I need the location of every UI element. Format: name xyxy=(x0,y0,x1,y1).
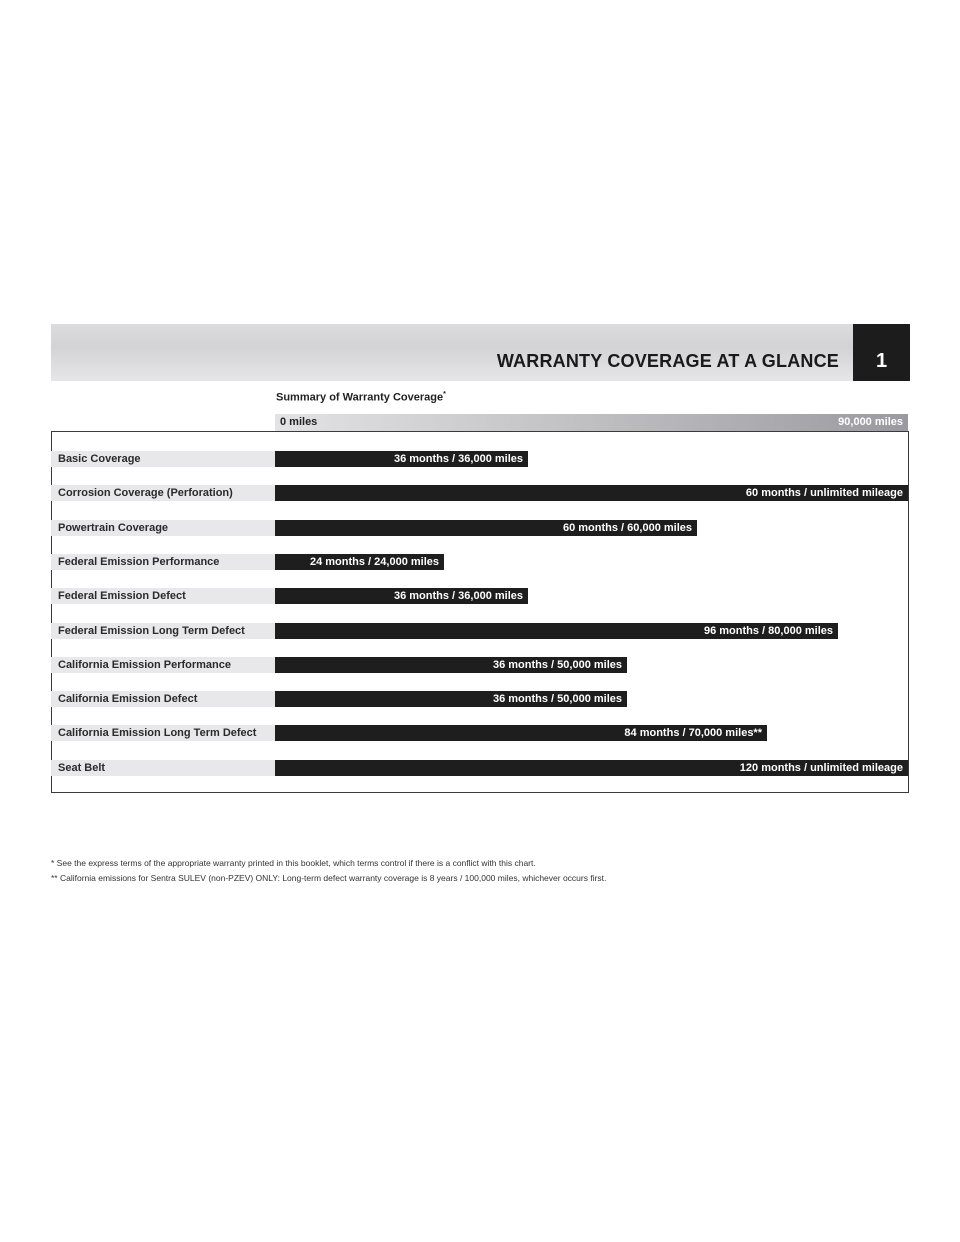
row-label: California Emission Defect xyxy=(51,691,275,707)
chart-title-marker: * xyxy=(443,391,446,398)
page-title: WARRANTY COVERAGE AT A GLANCE xyxy=(496,351,839,371)
coverage-bar: 60 months / unlimited mileage xyxy=(275,485,908,501)
row-label: Basic Coverage xyxy=(51,451,275,467)
row-label: California Emission Performance xyxy=(51,657,275,673)
coverage-bar: 24 months / 24,000 miles xyxy=(275,554,444,570)
coverage-bar: 36 months / 36,000 miles xyxy=(275,588,528,604)
row-label: Corrosion Coverage (Perforation) xyxy=(51,485,275,501)
chart-title xyxy=(276,391,446,404)
coverage-bar: 60 months / 60,000 miles xyxy=(275,520,697,536)
row-label: Federal Emission Performance xyxy=(51,554,275,570)
row-label: Federal Emission Defect xyxy=(51,588,275,604)
row-label: Powertrain Coverage xyxy=(51,520,275,536)
row-label: Seat Belt xyxy=(51,760,275,776)
coverage-bar: 120 months / unlimited mileage xyxy=(275,760,908,776)
scale-start-label: 0 miles xyxy=(280,416,318,428)
header-band xyxy=(51,324,853,381)
coverage-bar: 84 months / 70,000 miles** xyxy=(275,725,767,741)
coverage-bar: 36 months / 50,000 miles xyxy=(275,691,627,707)
row-label: California Emission Long Term Defect xyxy=(51,725,275,741)
coverage-bar: 36 months / 36,000 miles xyxy=(275,451,528,467)
coverage-bar: 96 months / 80,000 miles xyxy=(275,623,838,639)
chapter-number-badge: 1 xyxy=(853,324,910,381)
footnote-2: ** California emissions for Sentra SULEV (non-PZEV) ONLY: Long-term defect warranty coverage is 8 years / 100,000 miles, whichever occurs first. xyxy=(51,873,607,883)
chart-title-text: Summary of Warranty Coverage xyxy=(276,391,444,404)
mileage-scale-bar xyxy=(275,414,908,431)
coverage-bar: 36 months / 50,000 miles xyxy=(275,657,627,673)
row-label: Federal Emission Long Term Defect xyxy=(51,623,275,639)
scale-end-label: 90,000 miles xyxy=(838,416,903,428)
footnote-1: * See the express terms of the appropriate warranty printed in this booklet, which terms control if there is a conflict with this chart. xyxy=(51,858,536,868)
